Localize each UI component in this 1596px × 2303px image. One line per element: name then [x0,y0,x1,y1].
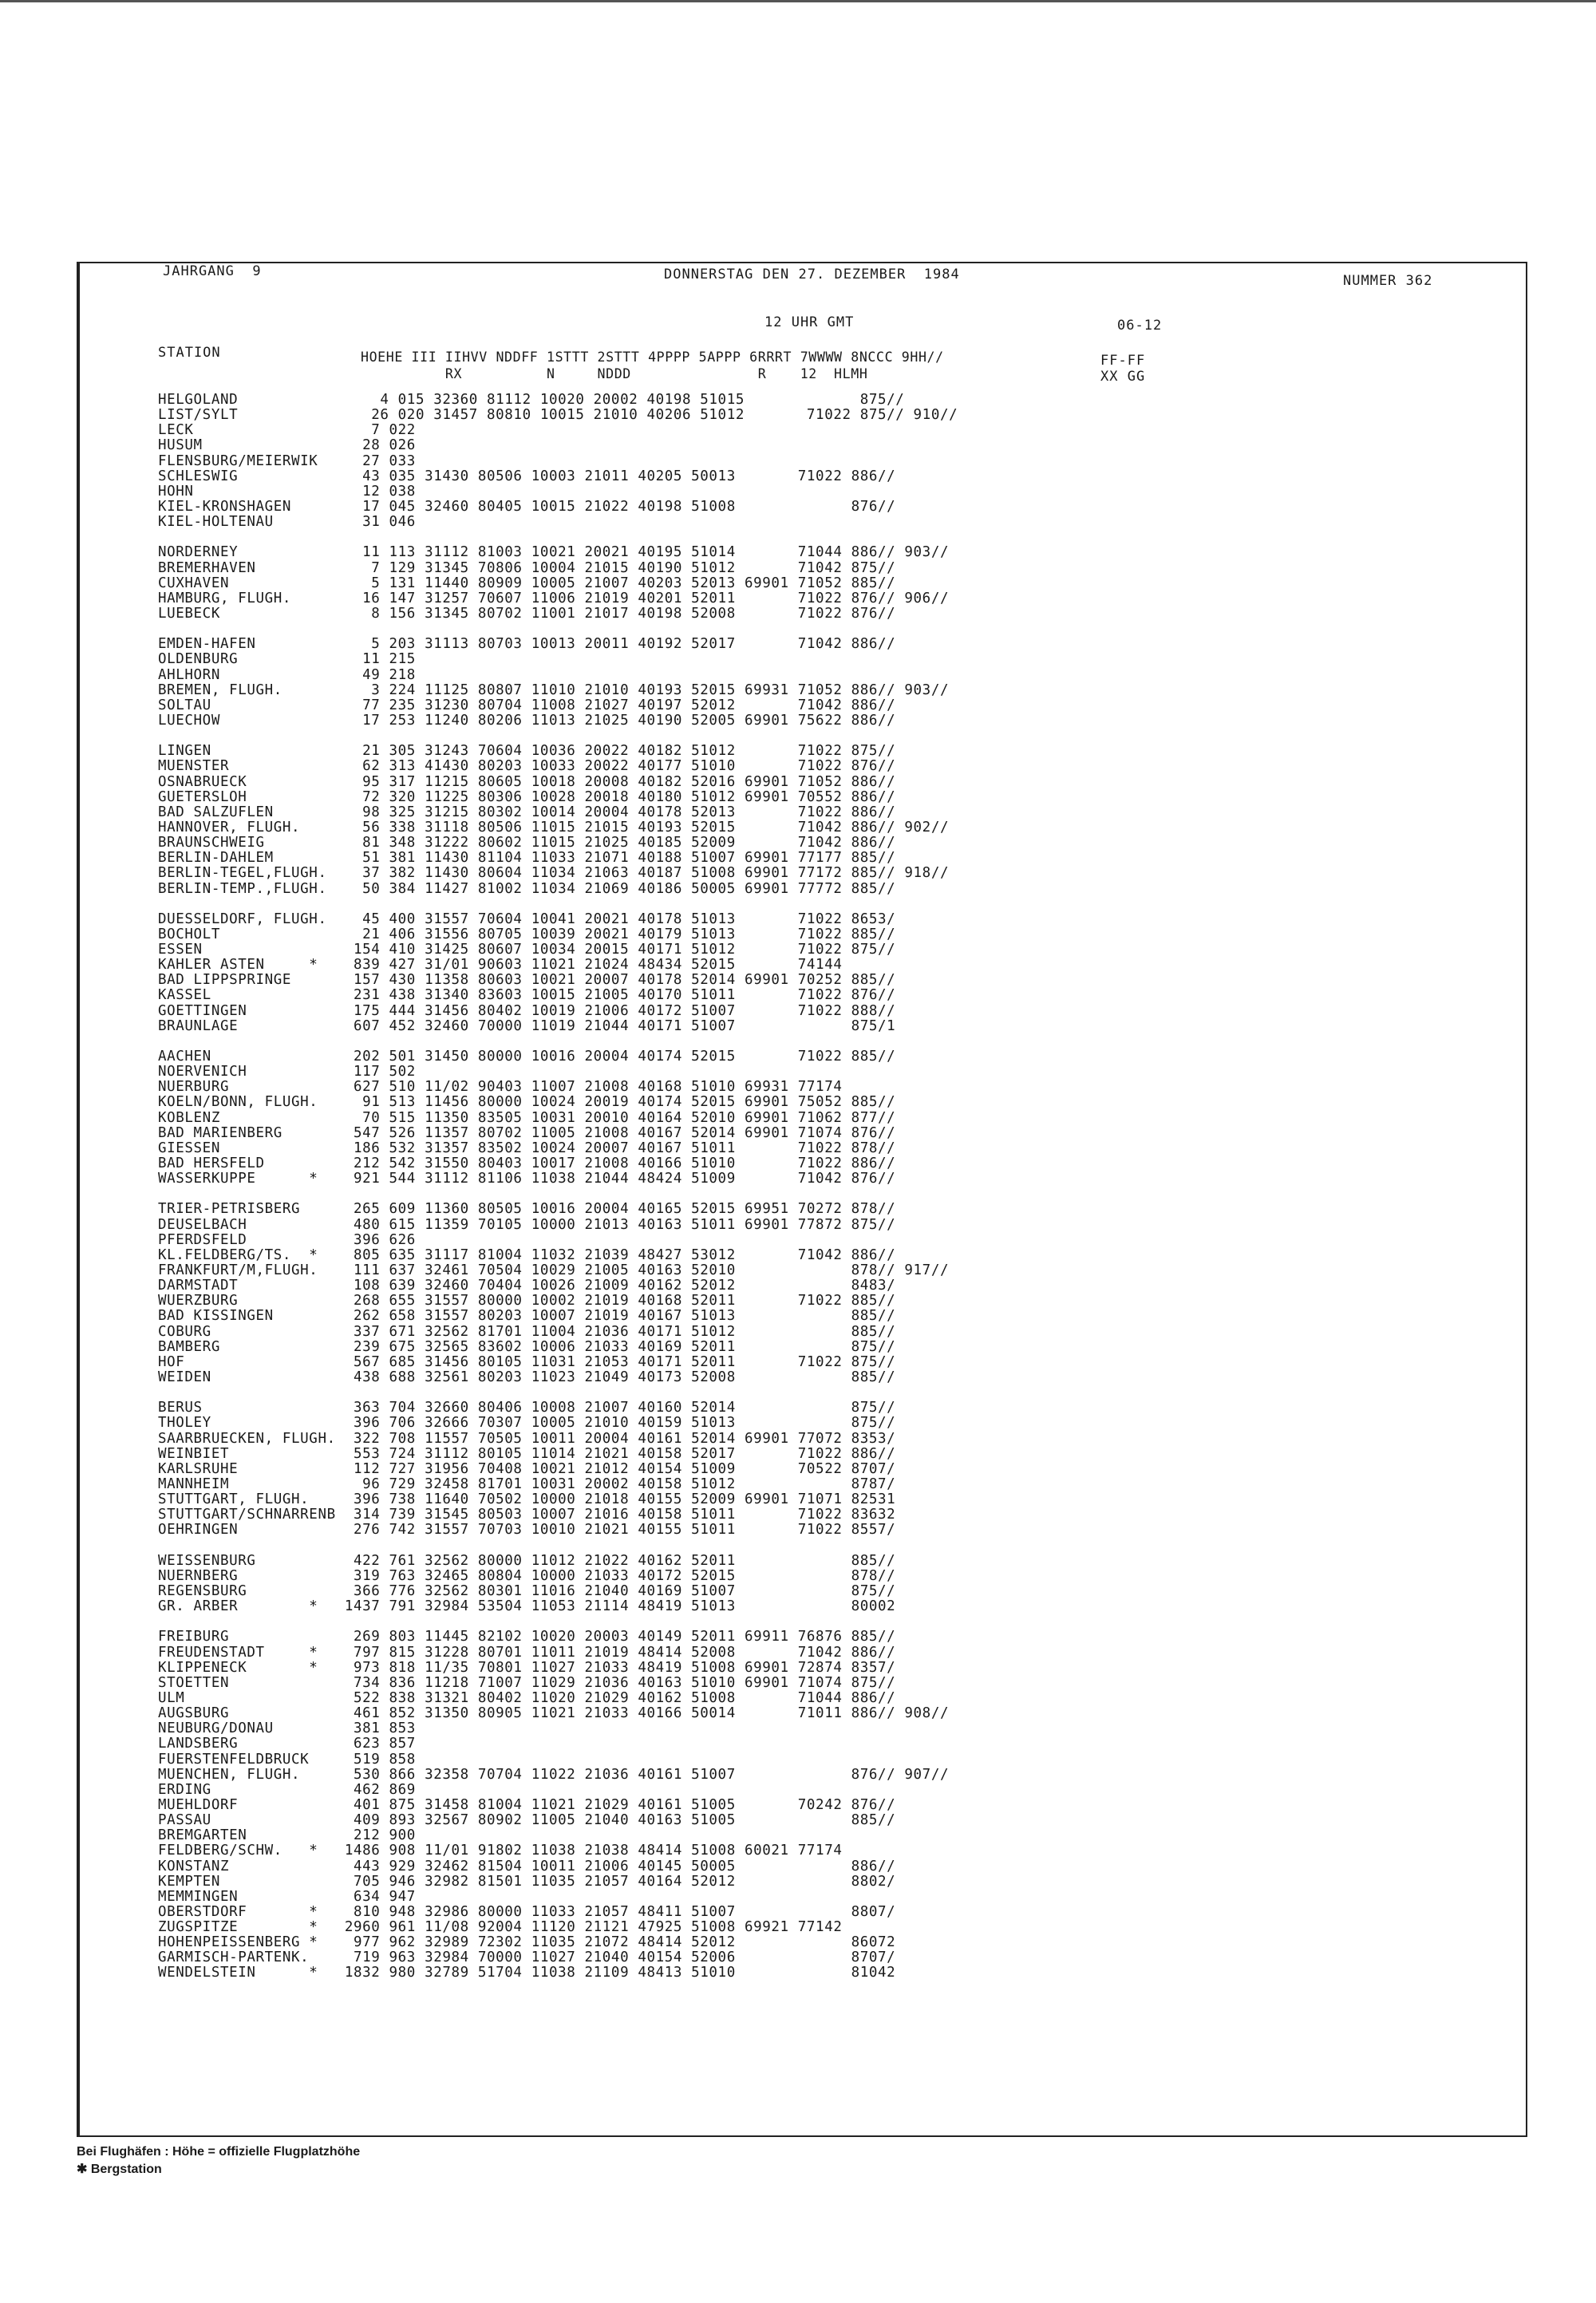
station-row: TRIER-PETRISBERG 265 609 11360 80505 10016 20004 40165 52015 69951 70272 878// [158,1201,896,1218]
station-row: OEHRINGEN 276 742 31557 70703 10010 21021 40155 51011 71022 8557/ [158,1522,896,1539]
station-row: NUERBURG 627 510 11/02 90403 11007 21008 40168 51010 69931 77174 [158,1079,843,1096]
station-row: GUETERSLOH 72 320 11225 80306 10028 20018 40180 51012 69901 70552 886// [158,788,896,805]
station-row: SCHLESWIG 43 035 31430 80506 10003 21011 40205 50013 71022 886// [158,468,896,484]
station-row: SOLTAU 77 235 31230 80704 11008 21027 40197 52012 71042 886// [158,697,896,713]
station-row: NORDERNEY 11 113 31112 81003 10021 20021 40195 51014 71044 886// 903// [158,544,950,561]
station-row: KIEL-KRONSHAGEN 17 045 32460 80405 10015 21022 40198 51008 876// [158,498,896,515]
group-spacer [158,530,958,545]
station-row: HOHN 12 038 [158,483,416,500]
station-row: BERLIN-DAHLEM 51 381 11430 81104 11033 21071 40188 51007 69901 77177 885// [158,850,896,867]
station-row: LANDSBERG 623 857 [158,1736,416,1752]
station-row: PASSAU 409 893 32567 80902 11005 21040 40163 51005 885// [158,1812,896,1829]
station-row: KONSTANZ 443 929 32462 81504 10011 21006 40145 50005 886// [158,1858,896,1874]
station-row: OBERSTDORF * 810 948 32986 80000 11033 21057 48411 51007 8807/ [158,1903,896,1920]
station-row: ERDING 462 869 [158,1781,416,1798]
station-row: BOCHOLT 21 406 31556 80705 10039 20021 40179 51013 71022 885// [158,926,896,942]
station-row: MUENSTER 62 313 41430 80203 10033 20022 40177 51010 71022 876// [158,758,896,775]
station-row: MANNHEIM 96 729 32458 81701 10031 20002 40158 51012 8787/ [158,1475,896,1492]
station-row: COBURG 337 671 32562 81701 11004 21036 40171 51012 885// [158,1323,896,1340]
code-columns-header: HOEHE III IIHVV NDDFF 1STTT 2STTT 4PPPP 5APPP 6RRRT 7WWWW 8NCCC 9HH// [361,350,944,365]
station-row: AACHEN 202 501 31450 80000 10016 20004 40174 52015 71022 885// [158,1049,896,1065]
station-row: WENDELSTEIN * 1832 980 32789 51704 11038 21109 48413 51010 81042 [158,1965,896,1981]
station-row: WUERZBURG 268 655 31557 80000 10002 21019 40168 52011 71022 885// [158,1293,896,1310]
station-row: WEIDEN 438 688 32561 80203 11023 21049 40173 52008 885// [158,1369,896,1385]
station-rows [158,393,958,1981]
station-row: BERLIN-TEMP.,FLUGH. 50 384 11427 81002 11034 21069 40186 50005 69901 77772 885// [158,880,896,897]
station-row: HANNOVER, FLUGH. 56 338 31118 80506 11015 21015 40193 52015 71042 886// 902// [158,819,950,835]
station-row: REGENSBURG 366 776 32562 80301 11016 21040 40169 51007 875// [158,1582,896,1599]
station-row: MEMMINGEN 634 947 [158,1888,416,1905]
station-row: OSNABRUECK 95 317 11215 80605 10018 20008 40182 52016 69901 71052 886// [158,773,896,790]
station-row: LIST/SYLT 26 020 31457 80810 10015 21010 40206 51012 71022 875// 910// [158,407,958,424]
station-row: KASSEL 231 438 31340 83603 10015 21005 40170 51011 71022 876// [158,987,896,1004]
station-row: CUXHAVEN 5 131 11440 80909 10005 21007 40203 52013 69901 71052 885// [158,575,896,591]
station-row: NUERNBERG 319 763 32465 80804 10000 21033 40172 52015 878// [158,1567,896,1584]
station-row: KARLSRUHE 112 727 31956 70408 10021 21012 40154 51009 70522 8707/ [158,1460,896,1477]
station-row: GR. ARBER * 1437 791 32984 53504 11053 21114 48419 51013 80002 [158,1598,896,1615]
station-row: BRAUNSCHWEIG 81 348 31222 80602 11015 21025 40185 52009 71042 886// [158,835,896,851]
group-spacer [158,729,958,744]
station-row: FRANKFURT/M,FLUGH. 111 637 32461 70504 10029 21005 40163 52010 878// 917// [158,1262,950,1279]
issue-number: NUMMER 362 [1343,273,1433,289]
station-row: NOERVENICH 117 502 [158,1064,416,1080]
station-row: OLDENBURG 11 215 [158,651,416,668]
station-row: BAD SALZUFLEN 98 325 31215 80302 10014 20004 40178 52013 71022 886// [158,804,896,820]
station-row: FREUDENSTADT * 797 815 31228 80701 11011 21019 48414 52008 71042 886// [158,1644,896,1661]
station-row: HELGOLAND 4 015 32360 81112 10020 20002 40198 51015 875// [158,392,905,408]
station-row: SAARBRUECKEN, FLUGH. 322 708 11557 70505 10011 20004 40161 52014 69901 77072 8353/ [158,1430,896,1447]
station-row: KEMPTEN 705 946 32982 81501 11035 21057 40164 52012 8802/ [158,1873,896,1890]
group-spacer [158,1187,958,1202]
station-row: MUEHLDORF 401 875 31458 81004 11021 21029 40161 51005 70242 876// [158,1796,896,1813]
station-row: AUGSBURG 461 852 31350 80905 11021 21033 40166 50014 71011 886// 908// [158,1705,950,1722]
station-row: KIEL-HOLTENAU 31 046 [158,514,416,531]
station-row: ULM 522 838 31321 80402 11020 21029 40162 51008 71044 886// [158,1689,896,1706]
station-row: BAD LIPPSPRINGE 157 430 11358 80603 10021 20007 40178 52014 69901 70252 885// [158,972,896,989]
station-row: BAD HERSFELD 212 542 31550 80403 10017 21008 40166 51010 71022 886// [158,1155,896,1172]
gust-column-subheader: XX GG [1100,369,1146,385]
station-row: BREMEN, FLUGH. 3 224 11125 80807 11010 21010 40193 52015 69931 71052 886// 903// [158,681,950,698]
group-spacer [158,622,958,637]
station-row: WEINBIET 553 724 31112 80105 11014 21021 40158 52017 71022 886// [158,1445,896,1462]
station-row: KLIPPENECK * 973 818 11/35 70801 11027 21033 48419 51008 69901 72874 8357/ [158,1659,896,1676]
station-row: GARMISCH-PARTENK. 719 963 32984 70000 11027 21040 40154 52006 8707/ [158,1949,896,1966]
station-row: THOLEY 396 706 32666 70307 10005 21010 40159 51013 875// [158,1415,896,1432]
station-row: FREIBURG 269 803 11445 82102 10020 20003 40149 52011 69911 76876 885// [158,1629,896,1645]
station-row: KOELN/BONN, FLUGH. 91 513 11456 80000 10024 20019 40174 52015 69901 75052 885// [158,1094,896,1111]
station-row: DUESSELDORF, FLUGH. 45 400 31557 70604 10041 20021 40178 51013 71022 8653/ [158,911,896,927]
date-label: DONNERSTAG DEN 27. DEZEMBER 1984 [664,267,960,282]
station-row: BAMBERG 239 675 32565 83602 10006 21033 40169 52011 875// [158,1338,896,1355]
group-spacer [158,897,958,912]
group-spacer [158,1034,958,1049]
station-row: BAD MARIENBERG 547 526 11357 80702 11005 21008 40167 52014 69901 71074 876// [158,1124,896,1141]
group-spacer [158,1385,958,1400]
station-row: LINGEN 21 305 31243 70604 10036 20022 40182 51012 71022 875// [158,743,896,760]
station-row: DEUSELBACH 480 615 11359 70105 10000 21013 40163 51011 69901 77872 875// [158,1216,896,1233]
station-row: KAHLER ASTEN * 839 427 31/01 90603 11021 21024 48434 52015 74144 [158,957,843,974]
station-row: ESSEN 154 410 31425 80607 10034 20015 40171 51012 71022 875// [158,942,896,958]
station-row: LECK 7 022 [158,422,416,439]
station-row: HUSUM 28 026 [158,437,416,454]
station-row: BERLIN-TEGEL,FLUGH. 37 382 11430 80604 11034 21063 40187 51008 69901 77172 885// 918// [158,865,950,882]
station-row: ZUGSPITZE * 2960 961 11/08 92004 11120 21121 47925 51008 69921 77142 [158,1919,843,1936]
station-row: WASSERKUPPE * 921 544 31112 81106 11038 21044 48424 51009 71042 876// [158,1171,896,1187]
station-row: BRAUNLAGE 607 452 32460 70000 11019 21044 40171 51007 875/1 [158,1017,896,1034]
footnote-mountain-station: ✱ Bergstation [77,2163,162,2176]
station-row: HOHENPEISSENBERG * 977 962 32989 72302 11035 21072 48414 52012 86072 [158,1934,896,1951]
station-row: HOF 567 685 31456 80105 11031 21053 40171 52011 71022 875// [158,1353,896,1370]
group-spacer [158,1614,958,1629]
station-row: WEISSENBURG 422 761 32562 80000 11012 21022 40162 52011 885// [158,1552,896,1569]
volume-label: JAHRGANG 9 [163,263,262,279]
station-row: BAD KISSINGEN 262 658 31557 80203 10007 21019 40167 51013 885// [158,1308,896,1325]
station-row: FLENSBURG/MEIERWIK 27 033 [158,452,416,469]
station-row: BREMGARTEN 212 900 [158,1827,416,1844]
footnote-airport-height: Bei Flughäfen : Höhe = offizielle Flugplatzhöhe [77,2145,361,2159]
station-row: MUENCHEN, FLUGH. 530 866 32358 70704 11022 21036 40161 51007 876// 907// [158,1766,950,1783]
time-range: 06-12 [1117,318,1163,334]
station-row: KL.FELDBERG/TS. * 805 635 31117 81004 11032 21039 48427 53012 71042 886// [158,1246,896,1263]
top-rule [0,0,1596,2]
station-row: GOETTINGEN 175 444 31456 80402 10019 21006 40172 51007 71022 888// [158,1002,896,1019]
station-row: HAMBURG, FLUGH. 16 147 31257 70607 11006 21019 40201 52011 71022 876// 906// [158,590,950,606]
station-row: BREMERHAVEN 7 129 31345 70806 10004 21015 40190 51012 71042 875// [158,559,896,576]
station-row: LUECHOW 17 253 11240 80206 11013 21025 40190 52005 69901 75622 886// [158,712,896,729]
group-spacer [158,1539,958,1554]
station-row: AHLHORN 49 218 [158,666,416,683]
footnotes [77,2143,360,2179]
station-row: PFERDSFELD 396 626 [158,1231,416,1248]
station-column-header: STATION [158,345,221,361]
station-row: LUEBECK 8 156 31345 80702 11001 21017 40198 52008 71022 876// [158,605,896,622]
station-row: FUERSTENFELDBRUCK 519 858 [158,1751,416,1768]
gust-column-header: FF-FF [1100,353,1146,369]
observation-time: 12 UHR GMT [764,314,855,330]
code-columns-subheader: RX N NDDD R 12 HLMH [361,366,868,381]
station-row: STUTTGART/SCHNARRENB 314 739 31545 80503 10007 21016 40158 51011 71022 83632 [158,1507,896,1523]
station-row: NEUBURG/DONAU 381 853 [158,1720,416,1737]
station-row: EMDEN-HAFEN 5 203 31113 80703 10013 20011 40192 52017 71042 886// [158,636,896,653]
station-row: DARMSTADT 108 639 32460 70404 10026 21009 40162 52012 8483/ [158,1278,896,1294]
station-row: BERUS 363 704 32660 80406 10008 21007 40160 52014 875// [158,1400,896,1416]
station-row: STUTTGART, FLUGH. 396 738 11640 70502 10000 21018 40155 52009 69901 71071 82531 [158,1491,896,1508]
station-row: KOBLENZ 70 515 11350 83505 10031 20010 40164 52010 69901 71062 877// [158,1109,896,1126]
station-row: GIESSEN 186 532 31357 83502 10024 20007 40167 51011 71022 878// [158,1140,896,1156]
station-row: STOETTEN 734 836 11218 71007 11029 21036 40163 51010 69901 71074 875// [158,1674,896,1691]
station-row: FELDBERG/SCHW. * 1486 908 11/01 91802 11038 21038 48414 51008 60021 77174 [158,1843,843,1859]
